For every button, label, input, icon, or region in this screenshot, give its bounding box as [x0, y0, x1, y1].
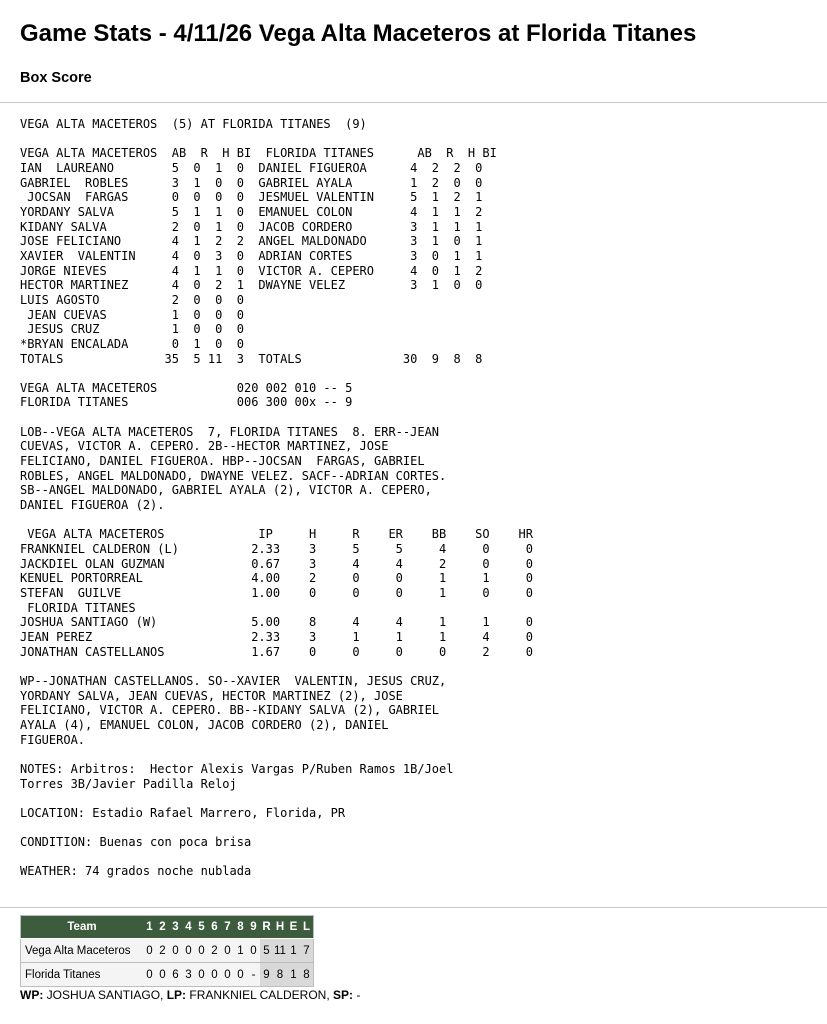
pitching-decisions — [20, 988, 360, 1002]
header-inning-7: 7 — [221, 916, 234, 939]
lp-label: LP: — [166, 988, 187, 1002]
inning-score: 0 — [221, 939, 234, 963]
inning-score: 0 — [143, 963, 156, 987]
linescore-table — [20, 915, 314, 987]
divider-bottom — [0, 907, 827, 908]
total-runs: 9 — [260, 963, 273, 987]
sp-label: SP: — [333, 988, 354, 1002]
inning-score: 0 — [156, 963, 169, 987]
header-inning-8: 8 — [234, 916, 247, 939]
header-lob: L — [300, 916, 314, 939]
total-errors: 1 — [287, 963, 300, 987]
header-inning-5: 5 — [195, 916, 208, 939]
total-runs: 5 — [260, 939, 273, 963]
inning-score: 0 — [195, 939, 208, 963]
winning-pitcher: JOSHUA SANTIAGO, — [46, 988, 164, 1002]
inning-score: 0 — [208, 963, 221, 987]
inning-score: 1 — [234, 939, 247, 963]
inning-score: - — [247, 963, 260, 987]
header-runs: R — [260, 916, 273, 939]
total-hits: 11 — [273, 939, 287, 963]
header-team: Team — [21, 916, 144, 939]
page-title: Game Stats - 4/11/26 Vega Alta Maceteros at Florida Titanes — [20, 20, 697, 47]
total-errors: 1 — [287, 939, 300, 963]
divider-top — [0, 102, 827, 103]
inning-score: 0 — [195, 963, 208, 987]
total-lob: 8 — [300, 963, 314, 987]
header-inning-2: 2 — [156, 916, 169, 939]
losing-pitcher: FRANKNIEL CALDERON, — [189, 988, 330, 1002]
inning-score: 2 — [208, 939, 221, 963]
linescore-header-row — [21, 916, 314, 939]
total-hits: 8 — [273, 963, 287, 987]
header-errors: E — [287, 916, 300, 939]
header-inning-3: 3 — [169, 916, 182, 939]
inning-score: 0 — [143, 939, 156, 963]
header-inning-9: 9 — [247, 916, 260, 939]
save-pitcher: - — [356, 988, 361, 1002]
team-name: Vega Alta Maceteros — [21, 939, 144, 963]
total-lob: 7 — [300, 939, 314, 963]
header-inning-1: 1 — [143, 916, 156, 939]
inning-score: 0 — [234, 963, 247, 987]
inning-score: 3 — [182, 963, 195, 987]
header-inning-6: 6 — [208, 916, 221, 939]
inning-score: 0 — [221, 963, 234, 987]
team-name: Florida Titanes — [21, 963, 144, 987]
inning-score: 0 — [169, 939, 182, 963]
section-title: Box Score — [20, 70, 92, 86]
inning-score: 6 — [169, 963, 182, 987]
box-score-text: VEGA ALTA MACETEROS (5) AT FLORIDA TITANES (9) VEGA ALTA MACETEROS AB R H BI FLORIDA TITANES AB R H BI IAN LAUREANO 5 0 1 0 DANIEL FIGUEROA 4 2 2 0 GABRIEL ROBLES 3 1 0 0 GABRIEL AYALA 1 2 0 0 JOCSAN FARGAS 0 0 0 0 JESMUEL VALENTIN 5 1 2 1 YORDANY SALVA 5 1 1 0 EMANUEL COLON 4 1 1 2 KIDANY SALVA 2 0 1 0 JACOB CORDERO 3 1 1 1 JOSE FELICIANO 4 1 2 2 ANGEL MALDONADO 3 1 0 1 XAVIER VALENTIN 4 0 3 0 ADRIAN CORTES 3 0 1 1 JORGE NIEVES 4 1 1 0 VICTOR A. CEPERO 4 0 1 2 HECTOR MARTINEZ 4 0 2 1 DWAYNE VELEZ 3 1 0 0 LUIS AGOSTO 2 0 0 0 JEAN CUEVAS 1 0 0 0 JESUS CRUZ 1 0 0 0 *BRYAN ENCALADA 0 1 0 0 TOTALS 35 5 11 3 TOTALS 30 9 8 8 VEGA ALTA MACETEROS 020 002 010 -- 5 FLORIDA TITANES 006 300 00x -- 9 LOB--VEGA ALTA MACETEROS 7, FLORIDA TITANES 8. ERR--JEAN CUEVAS, VICTOR A. CEPERO. 2B--HECTOR MARTINEZ, JOSE FELICIANO, DANIEL FIGUEROA. HBP--JOCSAN FARGAS, GABRIEL ROBLES, ANGEL MALDONADO, DWAYNE VELEZ. SACF--ADRIAN CORTES. SB--ANGEL MALDONADO, GABRIEL AYALA (2), VICTOR A. CEPERO, DANIEL FIGUEROA (2). VEGA ALTA MACETEROS IP H R ER BB SO HR FRANKNIEL CALDERON (L) 2.33 3 5 5 4 0 0 JACKDIEL OLAN GUZMAN 0.67 3 4 4 2 0 0 KENUEL PORTORREAL 4.00 2 0 0 1 1 0 STEFAN GUILVE 1.00 0 0 0 1 0 0 FLORIDA TITANES JOSHUA SANTIAGO (W) 5.00 8 4 4 1 1 0 JEAN PEREZ 2.33 3 1 1 1 4 0 JONATHAN CASTELLANOS 1.67 0 0 0 0 2 0 WP--JONATHAN CASTELLANOS. SO--XAVIER VALENTIN, JESUS CRUZ, YORDANY SALVA, JEAN CUEVAS, HECTOR MARTINEZ (2), JOSE FELICIANO, VICTOR A. CEPERO. BB--KIDANY SALVA (2), GABRIEL AYALA (4), EMANUEL COLON, JACOB CORDERO (2), DANIEL FIGUEROA. NOTES: Arbitros: Hector Alexis Vargas P/Ruben Ramos 1B/Joel Torres 3B/Javier Padilla Reloj LOCATION: Estadio Rafael Marrero, Florida, PR CONDITION: Buenas con poca brisa WEATHER: 74 grados noche nublada — [20, 117, 533, 879]
inning-score: 2 — [156, 939, 169, 963]
inning-score: 0 — [182, 939, 195, 963]
table-row — [21, 963, 314, 987]
table-row — [21, 939, 314, 963]
header-hits: H — [273, 916, 287, 939]
wp-label: WP: — [20, 988, 44, 1002]
inning-score: 0 — [247, 939, 260, 963]
header-inning-4: 4 — [182, 916, 195, 939]
